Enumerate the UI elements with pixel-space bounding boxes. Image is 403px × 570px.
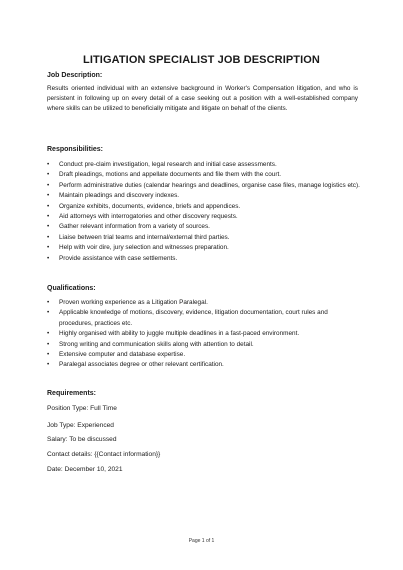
list-item: • Organize exhibits, documents, evidence, briefs and appendices. [47, 202, 362, 212]
list-item: • Paralegal associates degree or other relevant certification. [47, 360, 362, 370]
list-item: • Gather relevant information from a variety of sources. [47, 222, 362, 232]
position-type: Position Type: Full Time [47, 405, 117, 412]
list-item: • Help with voir dire, jury selection and witnesses preparation. [47, 243, 362, 253]
salary: Salary: To be discussed [47, 436, 117, 443]
list-item: • Perform administrative duties (calendar hearings and deadlines, organise case files, manage logistics etc). [47, 181, 362, 191]
list-item: • Maintain pleadings and discovery indexes. [47, 191, 362, 201]
page-number: Page 1 of 1 [188, 538, 215, 544]
list-item: • Draft pleadings, motions and appellate documents and file them with the court. [47, 170, 362, 180]
requirements-heading: Requirements: [47, 390, 97, 397]
job-description-text: Results oriented individual with an extensive background in Worker's Compensation litigation, and who is persistent in following up on every detail of a case seeking out a position with a well-established company where skills can be utilized to beneficially mitigate and litigate on behalf of the clients. [47, 85, 358, 113]
qualifications-list [47, 298, 362, 371]
job-description-heading: Job Description: [47, 72, 103, 79]
list-item: • Proven working experience as a Litigation Paralegal. [47, 298, 362, 308]
list-item: • Provide assistance with case settlements. [47, 254, 362, 264]
list-item: • Highly organised with ability to juggle multiple deadlines in a fast-paced environment. [47, 329, 362, 339]
list-item: • Applicable knowledge of motions, discovery, evidence, litigation documentation, court rules and procedures, practices etc. [47, 308, 362, 329]
job-type: Job Type: Experienced [47, 422, 114, 429]
date: Date: December 10, 2021 [47, 466, 123, 473]
responsibilities-list [47, 160, 362, 264]
list-item: • Conduct pre-claim investigation, legal research and initial case assessments. [47, 160, 362, 170]
list-item: • Aid attorneys with interrogatories and other discovery requests. [47, 212, 362, 222]
document-title: LITIGATION SPECIALIST JOB DESCRIPTION [83, 54, 320, 66]
responsibilities-heading: Responsibilities: [47, 146, 104, 153]
list-item: • Strong writing and communication skills along with attention to detail. [47, 340, 362, 350]
qualifications-heading: Qualifications: [47, 285, 96, 292]
list-item: • Extensive computer and database expertise. [47, 350, 362, 360]
list-item: • Liaise between trial teams and internal/external third parties. [47, 233, 362, 243]
contact-details: Contact details: {{Contact information}} [47, 451, 161, 458]
